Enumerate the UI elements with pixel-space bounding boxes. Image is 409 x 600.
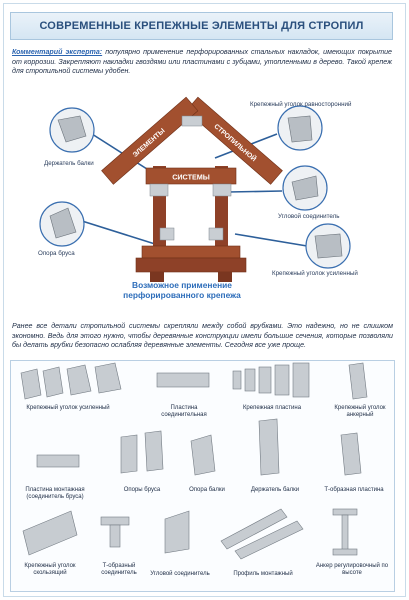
rafter-illustration: [10, 96, 395, 311]
page-title: СОВРЕМЕННЫЕ КРЕПЕЖНЫЕ ЭЛЕМЕНТЫ ДЛЯ СТРОПИЛ: [39, 20, 364, 32]
callout-beam-holder: Держатель балки: [44, 160, 94, 167]
callout-reinforced-angle: Крепежный уголок усиленный: [272, 270, 358, 277]
catalog-label-12: Угловой соединитель: [150, 571, 210, 577]
expert-label: Комментарий эксперта:: [12, 48, 103, 56]
mounting-profile-item: [221, 509, 303, 559]
beam-support-single-item: [191, 435, 215, 475]
catalog-label-3: Крепежная пластина: [242, 405, 302, 411]
sliding-angle-item: [23, 511, 77, 555]
catalog-label-6: Опоры бруса: [123, 487, 161, 493]
catalog-label-4: Крепежный уголок анкерный: [334, 405, 386, 419]
catalog-label-10: Крепежный уголок скользящий: [24, 563, 76, 577]
catalog-label-7: Опора балки: [189, 487, 225, 493]
beam-supports-item: [121, 431, 163, 473]
catalog-label-1: Крепежный уголок усиленный: [26, 405, 110, 411]
callout-angle-connector: Угловой соединитель: [278, 213, 340, 220]
catalog-label-8: Держатель балки: [250, 487, 300, 493]
catalog-label-5: Пластина монтажная (соединитель бруса): [25, 487, 85, 501]
catalog-illustrations: [11, 361, 396, 593]
callout-equal-angle: Крепежный уголок равносторонний: [250, 101, 352, 108]
catalog-label-11: Т-образный соединитель: [101, 563, 137, 577]
rafter-diagram: [10, 96, 395, 311]
mounting-plate-connector-item: [37, 455, 79, 467]
intro-text: Ранее все детали стропильной системы скрепляли между собой врубками. Это надежно, но не слишком экономно. Ведь для этого нужно, чтобы деревянные конструкции имели большие сечения, которые позволяли бы делать врубки безопасно ослабляя деревянные элементы. Сегодня все уже проще.: [12, 322, 393, 350]
mounting-plate-item: [233, 363, 309, 397]
callout-beam-support: Опора бруса: [38, 250, 75, 257]
catalog-label-13: Профиль монтажный: [233, 571, 293, 577]
catalog-label-9: Т-образная пластина: [324, 487, 384, 493]
reinforced-angle-item: [21, 363, 121, 399]
catalog-label-14: Анкер регулировочный по высоте: [315, 563, 389, 577]
t-connector-item: [101, 517, 129, 547]
crossbar-label: СИСТЕМЫ: [172, 172, 210, 182]
connecting-plate-item: [157, 373, 209, 387]
expert-text: популярно применение перфорированных стальных накладок, имеющих покрытие от коррозии. Закрепляют накладки гвоздями или пластинами с зубцами, утопленными в дерево. Такой крепеж для стропильной системы удобен.: [12, 48, 392, 76]
catalog-panel: [10, 360, 395, 592]
right-rafter-label: СТРОПИЛЬНОЙ: [212, 123, 258, 164]
catalog-label-2: Пластина соединительная: [161, 405, 207, 419]
diagram-caption: Возможное применение перфорированного крепежа: [123, 280, 241, 300]
beam-holder-item: [259, 419, 279, 475]
height-anchor-item: [333, 509, 357, 555]
t-plate-item: [341, 433, 361, 475]
anchor-angle-item: [349, 363, 367, 399]
left-rafter-label: ЭЛЕМЕНТЫ: [131, 127, 167, 159]
angle-connector-item: [165, 511, 189, 553]
expert-comment: [12, 48, 392, 77]
title-bar: [10, 12, 393, 40]
